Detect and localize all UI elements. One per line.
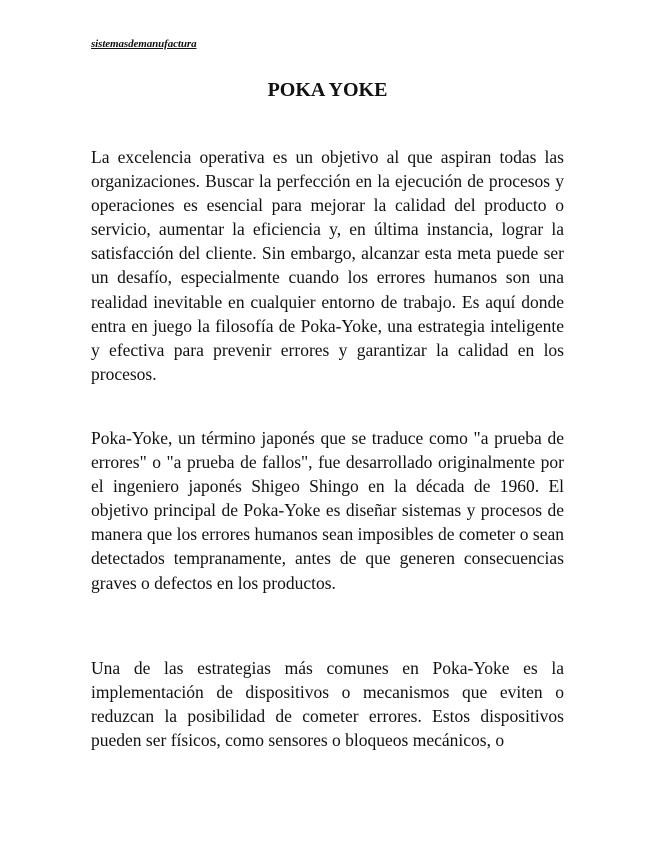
paragraph-intro: La excelencia operativa es un objetivo al que aspiran todas las organizaciones. Buscar la perfección en la ejecución de procesos y operaciones es esencial para mejorar la calidad del producto o servicio, aumentar la eficiencia y, en última instancia, lograr la satisfacción del cliente. Sin embargo, alcanzar esta meta puede ser un desafío, especialmente cuando los errores humanos son una realidad inevitable en cualquier entorno de trabajo. Es aquí donde entra en juego la filosofía de Poka-Yoke, una estrategia inteligente y efectiva para prevenir errores y garantizar la calidad en los procesos.: [91, 147, 564, 384]
paragraph-definition: Poka-Yoke, un término japonés que se traduce como "a prueba de errores" o "a prueba de fallos", fue desarrollado originalmente por el ingeniero japonés Shigeo Shingo en la década de 1960. El objetivo principal de Poka-Yoke es diseñar sistemas y procesos de manera que los errores humanos sean imposibles de cometer o sean detectados tempranamente, antes de que generen consecuencias graves o defectos en los productos.: [91, 428, 564, 593]
page-title: POKA YOKE: [267, 79, 388, 101]
paragraph-strategies: Una de las estrategias más comunes en Poka-Yoke es la implementación de dispositivos o mecanismos que eviten o reduzcan la posibilidad de cometer errores. Estos dispositivos pueden ser físicos, como sensores o bloqueos mecánicos, o: [91, 658, 564, 751]
header-site-link[interactable]: sistemasdemanufactura: [91, 38, 197, 50]
